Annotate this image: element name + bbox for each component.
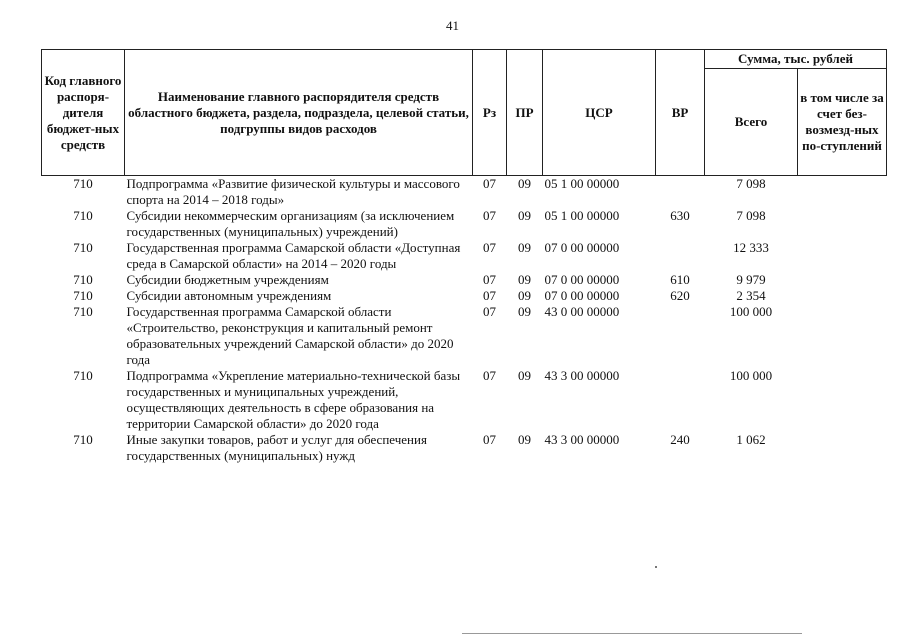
- cell-pr: 09: [518, 272, 531, 287]
- cell-total: 100 000: [729, 304, 773, 319]
- cell-name: Субсидии бюджетным учреждениям: [126, 272, 329, 287]
- scan-speck: [655, 566, 657, 568]
- cell-rz: 07: [483, 272, 496, 287]
- cell-code: 710: [73, 304, 93, 319]
- cell-csr: 05 1 00 00000: [544, 208, 620, 223]
- cell-total: 12 333: [733, 240, 769, 255]
- cell-code: 710: [73, 272, 93, 287]
- cell-pr: 09: [518, 432, 531, 447]
- cell-rz: 07: [483, 240, 496, 255]
- cell-pr: 09: [518, 240, 531, 255]
- header-sum-group: Сумма, тыс. рублей: [705, 50, 887, 69]
- cell-code: 710: [73, 240, 93, 255]
- header-csr: ЦСР: [543, 50, 656, 176]
- footer-rule: [462, 633, 802, 634]
- budget-table: [41, 49, 887, 464]
- cell-vr: 630: [670, 208, 690, 223]
- cell-pr: 09: [518, 304, 531, 319]
- cell-vr: [656, 240, 705, 272]
- cell-vr: 620: [670, 288, 690, 303]
- cell-pr: 09: [518, 288, 531, 303]
- table-row: [42, 432, 887, 464]
- header-vr: ВР: [656, 50, 705, 176]
- cell-total: 100 000: [729, 368, 773, 383]
- cell-csr: 43 0 00 00000: [544, 304, 620, 319]
- cell-code: 710: [73, 288, 93, 303]
- cell-vr: [656, 368, 705, 432]
- table-row: [42, 272, 887, 288]
- cell-rz: 07: [483, 432, 496, 447]
- cell-incl: [798, 304, 887, 368]
- cell-csr: 43 3 00 00000: [544, 368, 620, 383]
- cell-vr: 240: [670, 432, 690, 447]
- cell-code: 710: [73, 432, 93, 447]
- cell-incl: [798, 432, 887, 464]
- header-rz: Рз: [473, 50, 507, 176]
- cell-total: 9 979: [736, 272, 766, 287]
- cell-total: 1 062: [736, 432, 766, 447]
- cell-name: Субсидии автономным учреждениям: [126, 288, 332, 303]
- table-row: [42, 176, 887, 209]
- cell-pr: 09: [518, 176, 531, 191]
- cell-total: 7 098: [736, 208, 766, 223]
- cell-total: 7 098: [736, 176, 766, 191]
- cell-rz: 07: [483, 368, 496, 383]
- cell-csr: 07 0 00 00000: [544, 240, 620, 255]
- cell-pr: 09: [518, 368, 531, 383]
- table-row: [42, 288, 887, 304]
- cell-code: 710: [73, 176, 93, 191]
- cell-rz: 07: [483, 176, 496, 191]
- cell-csr: 43 3 00 00000: [544, 432, 620, 447]
- cell-code: 710: [73, 208, 93, 223]
- cell-incl: [798, 288, 887, 304]
- cell-vr: [656, 304, 705, 368]
- cell-name: Подпрограмма «Укрепление материально-технической базы государственных и муниципальных учреждений, осуществляющих деятельность в сфере образования на территории Самарской области» до 2020 года: [126, 368, 461, 431]
- cell-vr: 610: [670, 272, 690, 287]
- cell-incl: [798, 272, 887, 288]
- cell-incl: [798, 208, 887, 240]
- cell-name: Государственная программа Самарской области «Строительство, реконструкция и капитальный ремонт образовательных учреждений Самарской области» до 2020 года: [126, 304, 454, 367]
- table-row: [42, 368, 887, 432]
- cell-incl: [798, 240, 887, 272]
- cell-name: Государственная программа Самарской области «Доступная среда в Самарской области» на 2014 – 2020 годы: [126, 240, 461, 271]
- table-row: [42, 240, 887, 272]
- cell-pr: 09: [518, 208, 531, 223]
- page-number: 41: [446, 18, 459, 33]
- cell-name: Подпрограмма «Развитие физической культуры и массового спорта на 2014 – 2018 годы»: [126, 176, 460, 207]
- cell-rz: 07: [483, 208, 496, 223]
- cell-incl: [798, 368, 887, 432]
- table-row: [42, 208, 887, 240]
- cell-name: Субсидии некоммерческим организациям (за исключением государственных (муниципальных) учреждений): [126, 208, 455, 239]
- cell-rz: 07: [483, 304, 496, 319]
- cell-incl: [798, 176, 887, 209]
- header-name: Наименование главного распорядителя средств областного бюджета, раздела, подраздела, целевой статьи, подгруппы видов расходов: [125, 50, 473, 176]
- cell-vr: [656, 176, 705, 209]
- cell-rz: 07: [483, 288, 496, 303]
- cell-code: 710: [73, 368, 93, 383]
- cell-csr: 05 1 00 00000: [544, 176, 620, 191]
- cell-csr: 07 0 00 00000: [544, 288, 620, 303]
- cell-name: Иные закупки товаров, работ и услуг для обеспечения государственных (муниципальных) нужд: [126, 432, 427, 463]
- header-pr: ПР: [507, 50, 543, 176]
- header-total: Всего: [705, 69, 798, 176]
- cell-total: 2 354: [736, 288, 766, 303]
- cell-csr: 07 0 00 00000: [544, 272, 620, 287]
- header-incl: в том числе за счет без-возмезд-ных по-ступлений: [798, 69, 887, 176]
- table-row: [42, 304, 887, 368]
- header-code: Код главного распоря-дителя бюджет-ных средств: [42, 50, 125, 176]
